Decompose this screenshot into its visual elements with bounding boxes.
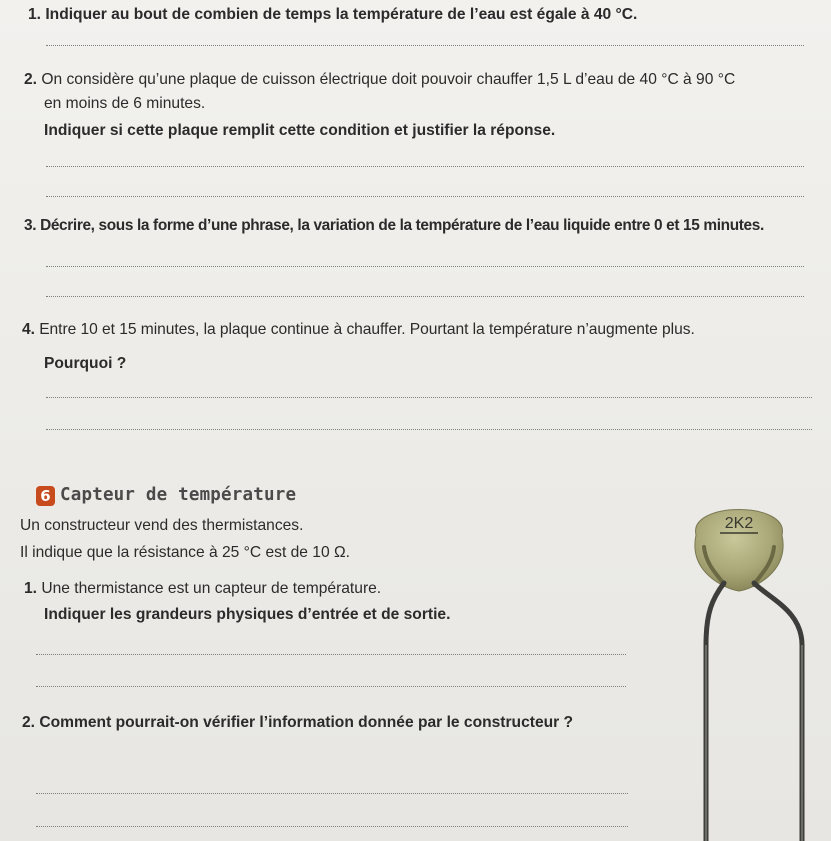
intro-line-1: Un constructeur vend des thermistances.: [20, 517, 304, 534]
lead-left: [706, 583, 724, 841]
answer-line[interactable]: [36, 686, 626, 687]
section-question-1-instruction: Indiquer les grandeurs physiques d’entrée et de sortie.: [44, 606, 451, 623]
question-2-line-2: en moins de 6 minutes.: [44, 95, 206, 112]
section-number-badge: 6: [36, 486, 55, 506]
answer-line[interactable]: [46, 266, 804, 267]
section-question-2: 2. Comment pourrait-on vérifier l’information donnée par le constructeur ?: [22, 714, 574, 731]
answer-line[interactable]: [46, 429, 812, 430]
thermistor-marking: 2K2: [724, 515, 754, 532]
answer-line[interactable]: [46, 296, 804, 297]
question-2-instruction: Indiquer si cette plaque remplit cette condition et justifier la réponse.: [44, 122, 556, 139]
answer-line[interactable]: [36, 793, 628, 794]
question-4-instruction: Pourquoi ?: [44, 355, 127, 372]
section-question-1-line-1: 1. Une thermistance est un capteur de température.: [24, 580, 382, 597]
answer-line[interactable]: [46, 45, 804, 46]
lead-right: [754, 583, 802, 841]
question-4-line-1: 4. Entre 10 et 15 minutes, la plaque continue à chauffer. Pourtant la température n’augmente plus.: [22, 321, 695, 338]
intro-line-2: Il indique que la résistance à 25 °C est de 10 Ω.: [20, 544, 350, 561]
answer-line[interactable]: [46, 196, 804, 197]
section-title: Capteur de température: [60, 485, 297, 505]
question-1: [28, 6, 637, 24]
thermistor-illustration: [640, 495, 831, 841]
question-2-line-1: 2. On considère qu’une plaque de cuisson électrique doit pouvoir chauffer 1,5 L d’eau de 40 °C à 90 °C: [24, 71, 736, 88]
question-3: 3. Décrire, sous la forme d’une phrase, la variation de la température de l’eau liquide entre 0 et 15 minutes.: [24, 217, 764, 234]
answer-line[interactable]: [46, 166, 804, 167]
question-1-text: 1. Indiquer au bout de combien de temps la température de l’eau est égale à 40 °C.: [28, 6, 638, 23]
answer-line[interactable]: [46, 397, 812, 398]
answer-line[interactable]: [36, 654, 626, 655]
answer-line[interactable]: [36, 826, 628, 827]
